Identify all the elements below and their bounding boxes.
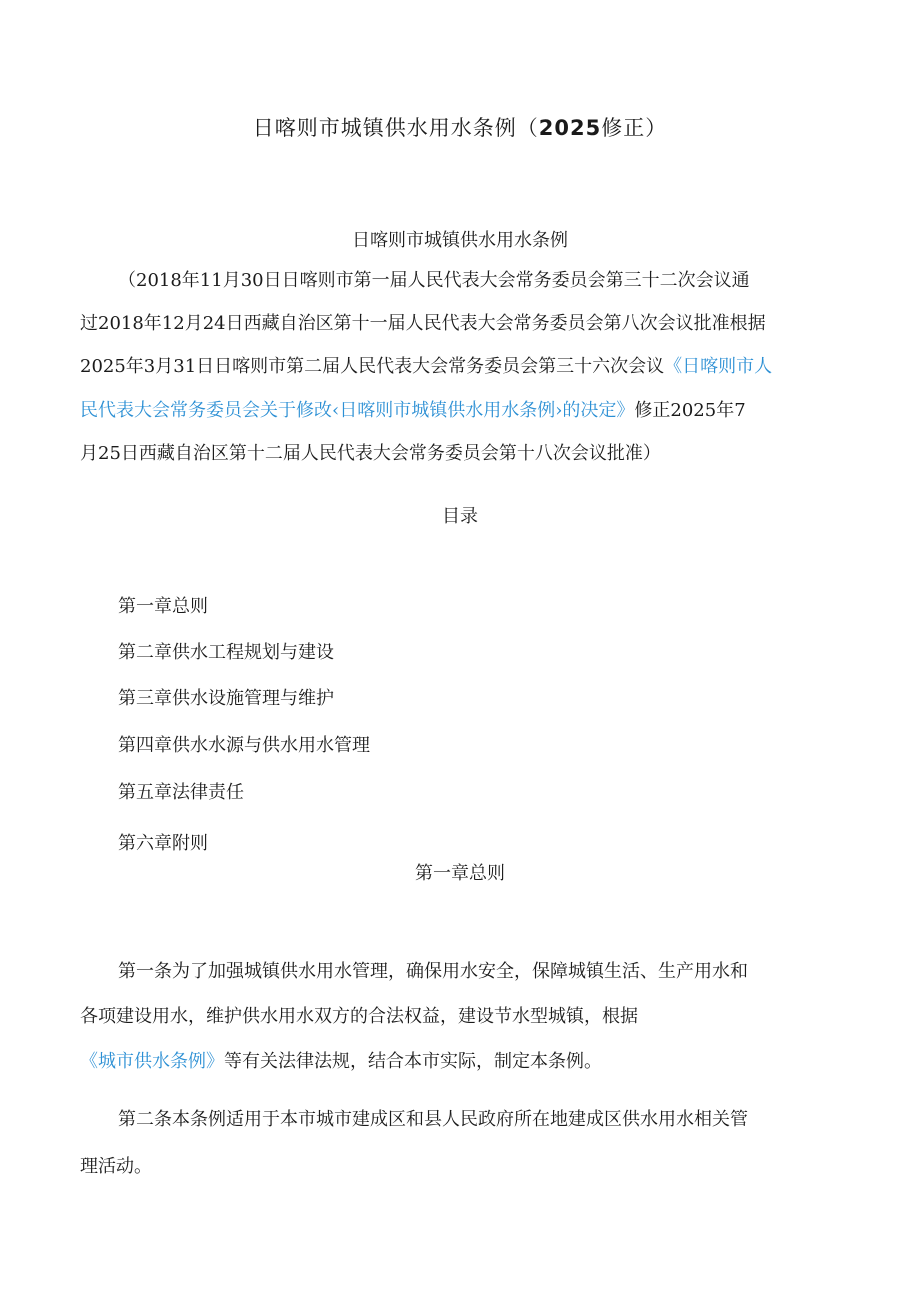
article-1-line-1: 第一条为了加强城镇供水用水管理，确保用水安全，保障城镇生活、生产用水和 [118, 961, 748, 982]
article-1-line-3 [80, 1047, 602, 1073]
preamble-line-2: 过2018年12月24日西藏自治区第十一届人民代表大会常务委员会第八次会议批准根据 [80, 313, 766, 334]
urban-water-regulation-link[interactable]: 《城市供水条例》 [80, 1051, 224, 1072]
toc-item-5[interactable]: 第五章法律责任 [118, 782, 244, 803]
article-1-line-3-text: 等有关法律法规，结合本市实际，制定本条例。 [224, 1051, 602, 1072]
preamble-line-4-text: 修正2025年7 [634, 400, 746, 421]
preamble-line-5: 月25日西藏自治区第十二届人民代表大会常务委员会第十八次会议批准） [80, 443, 661, 464]
amendment-decision-link-cont[interactable]: 民代表大会常务委员会关于修改‹日喀则市城镇供水用水条例›的决定》 [80, 400, 635, 421]
title-main: 日喀则市城镇供水用水条例（ [252, 116, 539, 140]
preamble-line-3-text: 2025年3月31日日喀则市第二届人民代表大会常务委员会第三十六次会议 [80, 356, 665, 377]
article-2-line-1: 第二条本条例适用于本市城市建成区和县人民政府所在地建成区供水用水相关管 [118, 1109, 748, 1130]
amendment-decision-link[interactable]: 《日喀则市人 [664, 356, 773, 377]
article-1-line-2: 各项建设用水，维护供水用水双方的合法权益，建设节水型城镇，根据 [80, 1006, 638, 1027]
preamble-line-1: （2018年11月30日日喀则市第一届人民代表大会常务委员会第三十二次会议通 [118, 270, 750, 291]
toc-heading: 目录 [442, 506, 478, 527]
document-subtitle: 日喀则市城镇供水用水条例 [352, 230, 568, 251]
preamble-line-3 [80, 352, 772, 378]
toc-item-6[interactable]: 第六章附则 [118, 833, 208, 854]
toc-item-3[interactable]: 第三章供水设施管理与维护 [118, 688, 334, 709]
toc-item-4[interactable]: 第四章供水水源与供水用水管理 [118, 735, 370, 756]
title-tail: 修正） [601, 116, 668, 140]
toc-item-2[interactable]: 第二章供水工程规划与建设 [118, 642, 334, 663]
preamble-line-4 [80, 396, 746, 422]
chapter-1-heading: 第一章总则 [415, 863, 505, 884]
article-2-line-2: 理活动。 [80, 1156, 152, 1177]
title-year: 2025 [538, 116, 602, 140]
document-title [0, 112, 920, 142]
toc-item-1[interactable]: 第一章总则 [118, 596, 208, 617]
